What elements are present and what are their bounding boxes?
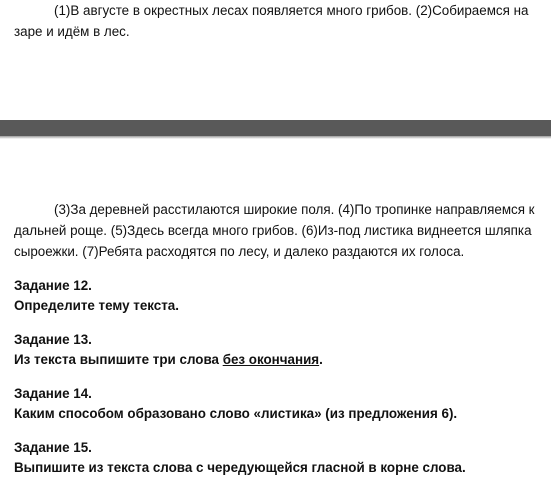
text-paragraph-1: (1)В августе в окрестных лесах появляется много грибов. (2)Собираемся на заре и идём в лес.	[14, 3, 529, 39]
task-13-text-before: Из текста выпишите три слова	[14, 352, 223, 367]
task-15-text: Выпишите из текста слова с чередующейся гласной в корне слова.	[14, 460, 466, 475]
task-13-text	[14, 350, 546, 370]
task-12	[14, 276, 546, 316]
document-page-1	[0, 0, 551, 118]
page-separator-shadow	[0, 136, 551, 139]
task-14-text: Каким способом образовано слово «листика» (из предложения 6).	[14, 406, 458, 421]
task-14-heading: Задание 14.	[14, 386, 92, 401]
task-14	[14, 384, 546, 424]
task-15	[14, 438, 546, 478]
task-13-text-after: .	[319, 352, 323, 367]
task-15-heading: Задание 15.	[14, 440, 92, 455]
task-12-text: Определите тему текста.	[14, 298, 179, 313]
task-12-heading: Задание 12.	[14, 278, 92, 293]
task-13-heading: Задание 13.	[14, 332, 92, 347]
task-13-underlined: без окончания	[222, 352, 320, 367]
text-paragraph-2: (3)За деревней расстилаются широкие поля. (4)По тропинке направляемся к дальней роще. (5)Здесь всегда много грибов. (6)Из-под листика виднеется шляпка сыроежки. (7)Ребята расходятся по лесу, и далеко раздаются их голоса.	[14, 202, 535, 259]
page-separator	[0, 120, 551, 136]
task-13	[14, 330, 546, 370]
